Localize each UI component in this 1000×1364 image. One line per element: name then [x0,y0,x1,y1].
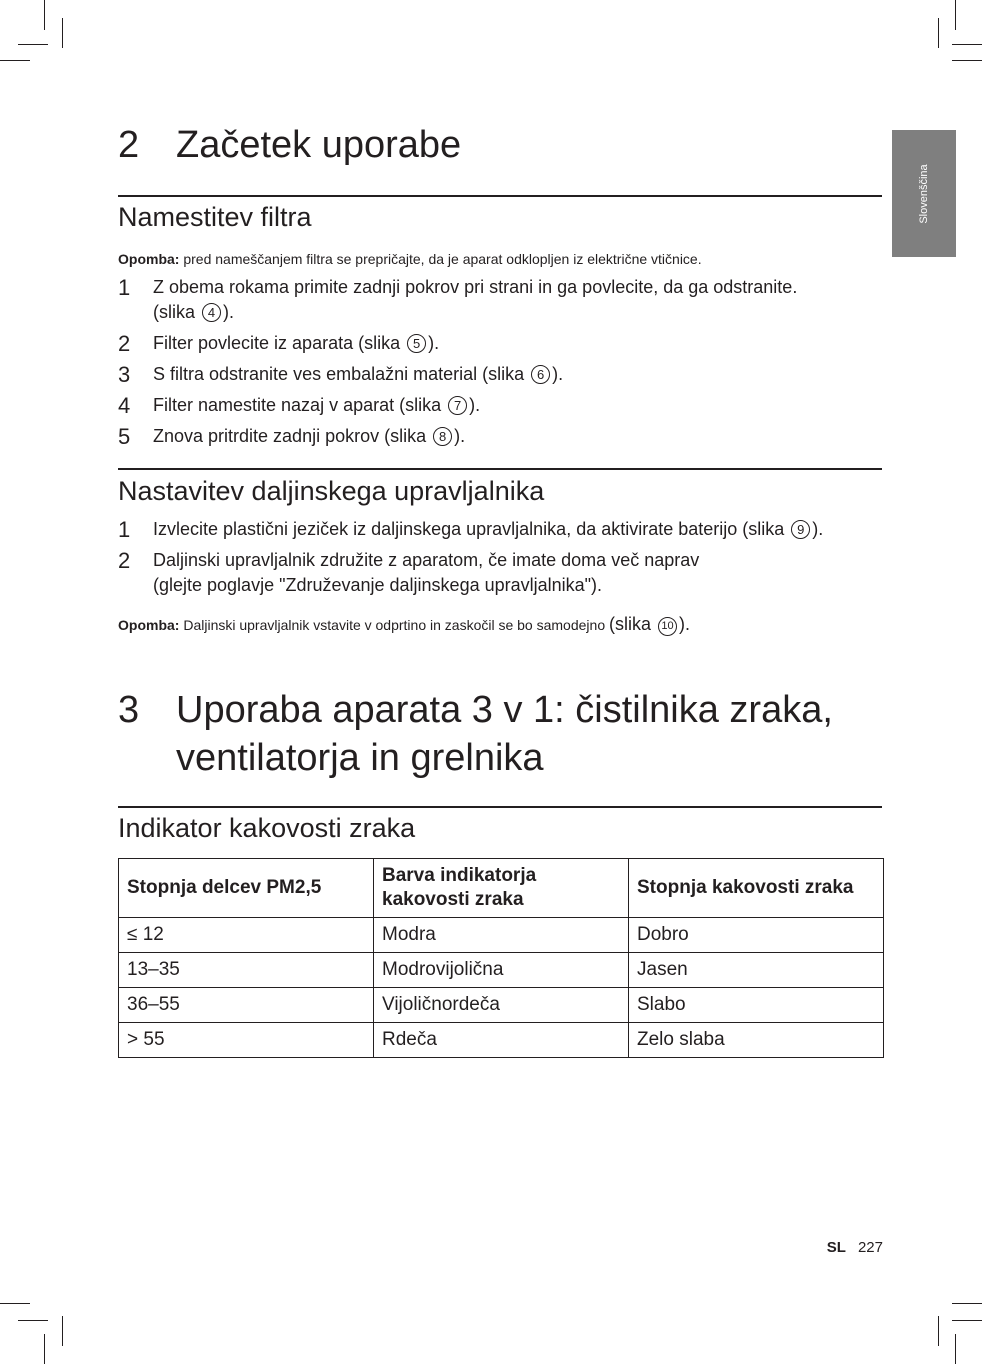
crop-mark [952,60,982,61]
step-text: ). [552,364,564,384]
table-cell: > 55 [119,1023,374,1058]
page-footer [827,1239,883,1256]
step-text: ). [223,302,235,322]
note-text: ). [679,614,691,634]
table-cell: Dobro [629,918,884,953]
list-item [118,393,882,424]
step-number: 2 [118,331,131,356]
list-item [118,424,882,455]
table-header-row [119,859,884,918]
crop-mark [952,1320,982,1321]
section-rule [118,195,882,197]
table-row [119,953,884,988]
list-item [118,548,882,604]
table-row [119,988,884,1023]
figure-ref-badge: 8 [433,427,452,446]
table-cell: Jasen [629,953,884,988]
chapter-number: 3 [118,689,140,731]
note-text: (slika [609,614,657,634]
chapter-title: ventilatorja in grelnika [176,737,544,779]
crop-mark [938,18,939,48]
chapter-title: Uporaba aparata 3 v 1: čistilnika zraka, [176,689,833,731]
step-number: 3 [118,362,131,387]
air-quality-table [118,858,884,1058]
chapter-title: Začetek uporabe [176,124,462,166]
note [118,249,702,269]
note [118,614,690,636]
step-text: ). [812,519,824,539]
step-text: Izvlecite plastični jeziček iz daljinskega upravljalnika, da aktivirate baterijo (slika [153,519,790,539]
note-label: Opomba: [118,251,180,267]
note-text: Daljinski upravljalnik vstavite v odprtino in zaskočil se bo samodejno [179,617,609,633]
crop-mark [44,1334,45,1364]
crop-mark [18,1320,48,1321]
step-text: S filtra odstranite ves embalažni material (slika [153,364,530,384]
table-cell: Slabo [629,988,884,1023]
step-text: (slika [153,302,201,322]
step-number: 1 [118,275,131,300]
crop-mark [62,18,63,48]
crop-mark [955,0,956,30]
section-title: Namestitev filtra [118,202,312,232]
crop-mark [0,1303,30,1304]
step-number: 1 [118,517,131,542]
table-cell: Modrovijolična [374,953,629,988]
step-text: Z obema rokama primite zadnji pokrov pri strani in ga povlecite, da ga odstranite. [153,277,798,297]
column-header: Stopnja kakovosti zraka [629,859,884,918]
chapter-number: 2 [118,124,140,166]
note-text: pred nameščanjem filtra se prepričajte, da je aparat odklopljen iz električne vtičnice. [179,251,702,267]
step-number: 5 [118,424,131,449]
table-cell: Vijoličnordeča [374,988,629,1023]
crop-mark [0,60,30,61]
table-cell: Rdeča [374,1023,629,1058]
section-title: Nastavitev daljinskega upravljalnika [118,476,545,506]
figure-ref-badge: 5 [407,334,426,353]
crop-mark [952,44,982,45]
list-item [118,275,882,331]
column-header: Stopnja delcev PM2,5 [119,859,374,918]
step-text: Filter povlecite iz aparata (slika [153,333,406,353]
step-text: ). [469,395,481,415]
figure-ref-badge: 7 [448,396,467,415]
step-text: (glejte poglavje "Združevanje daljinskega upravljalnika"). [153,575,603,595]
filter-steps [118,275,882,455]
table-row [119,918,884,953]
section-rule [118,468,882,470]
figure-ref-badge: 6 [531,365,550,384]
figure-ref-badge: 10 [658,617,677,636]
step-number: 4 [118,393,131,418]
chapter-heading [118,121,461,169]
step-text: ). [454,426,466,446]
crop-mark [62,1316,63,1346]
crop-mark [18,44,48,45]
table-cell: 13–35 [119,953,374,988]
crop-mark [44,0,45,30]
step-text: Filter namestite nazaj v aparat (slika [153,395,447,415]
step-number: 2 [118,548,131,573]
note-label: Opomba: [118,617,180,633]
step-text: Znova pritrdite zadnji pokrov (slika [153,426,432,446]
table-cell: Zelo slaba [629,1023,884,1058]
figure-ref-badge: 9 [791,520,810,539]
table-cell: Modra [374,918,629,953]
step-text: Daljinski upravljalnik združite z aparatom, če imate doma več naprav [153,550,700,570]
crop-mark [955,1334,956,1364]
section-title: Indikator kakovosti zraka [118,813,416,843]
language-tab-label: Slovenščina [918,163,930,224]
remote-steps [118,517,882,604]
crop-mark [952,1303,982,1304]
figure-ref-badge: 4 [202,303,221,322]
footer-language-code: SL [826,1239,846,1256]
list-item [118,362,882,393]
column-header: Barva indikatorja kakovosti zraka [374,859,629,918]
crop-mark [938,1316,939,1346]
section-rule [118,806,882,808]
table-row [119,1023,884,1058]
list-item [118,331,882,362]
page-number: 227 [857,1239,883,1256]
list-item [118,517,882,548]
chapter-heading [118,686,833,782]
table-cell: 36–55 [119,988,374,1023]
step-text: ). [428,333,440,353]
table-cell: ≤ 12 [119,918,374,953]
language-tab [892,130,956,257]
